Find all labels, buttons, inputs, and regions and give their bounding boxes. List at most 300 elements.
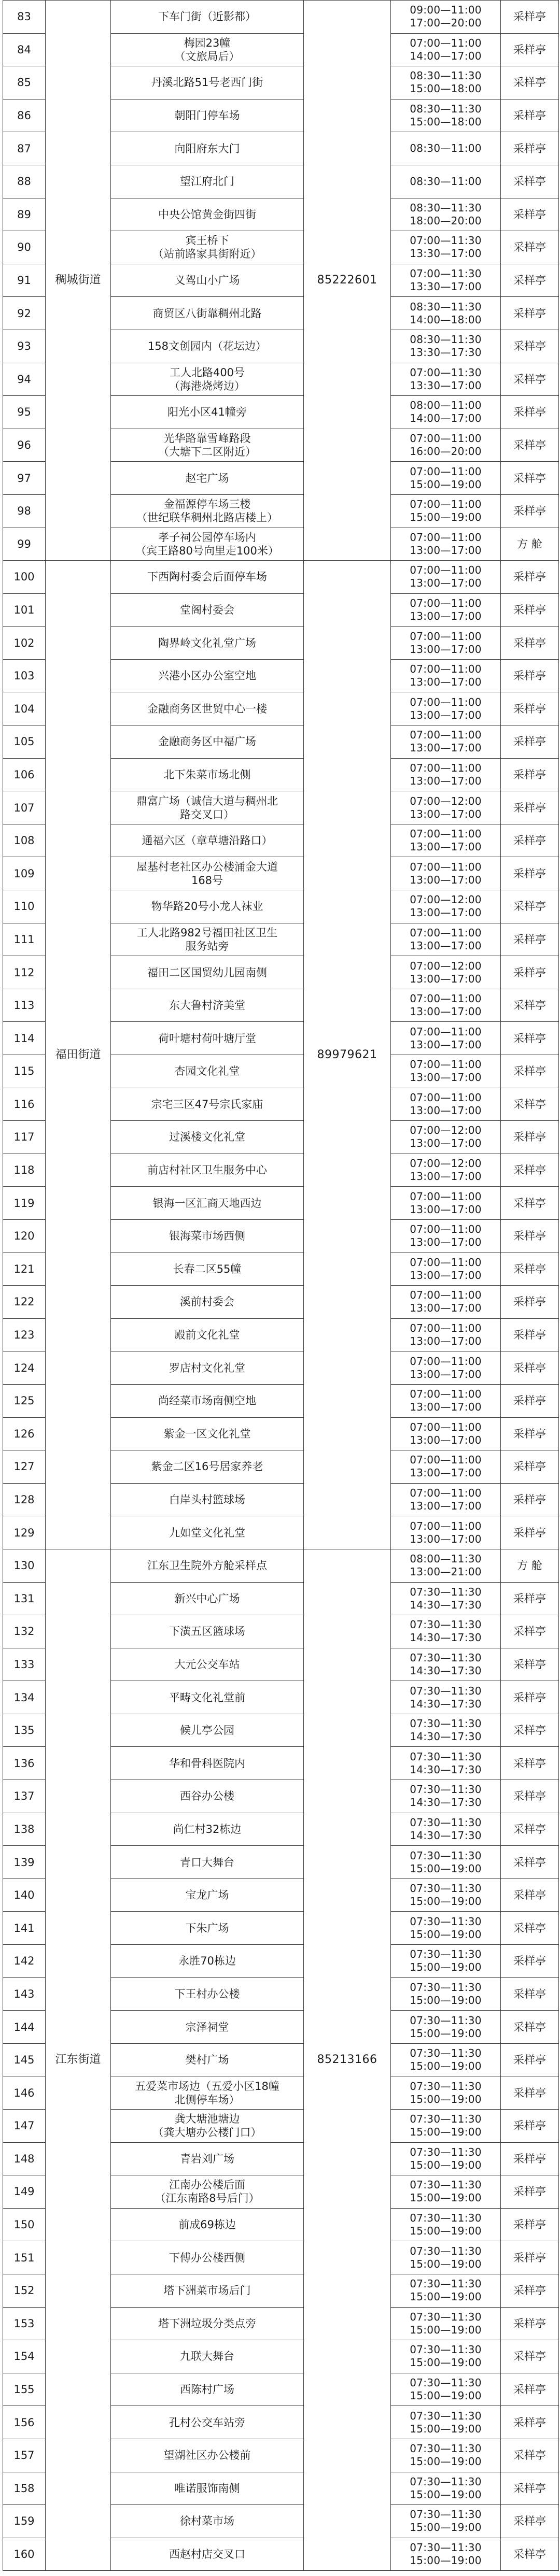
row-number: 92 [3,297,46,330]
site-name: 宗宅三区47号宗氏家庙 [111,1088,304,1121]
row-number: 132 [3,1615,46,1648]
site-type: 采样亭 [501,429,559,462]
row-number: 142 [3,1945,46,1978]
site-type: 采样亭 [501,1187,559,1220]
open-hours: 07:00—11:00 13:00—17:00 [391,1088,501,1121]
row-number: 147 [3,2110,46,2143]
site-type: 采样亭 [501,989,559,1022]
site-type: 采样亭 [501,1714,559,1747]
site-name: 工人北路400号 （海港烧烤边） [111,363,304,396]
site-name: 紫金一区文化礼堂 [111,1418,304,1451]
row-number: 127 [3,1450,46,1484]
row-number: 87 [3,132,46,165]
open-hours: 08:30—11:30 15:00—18:00 [391,99,501,133]
site-name: 大元公交车站 [111,1648,304,1682]
open-hours: 08:30—11:30 15:00—18:00 [391,66,501,99]
site-name: 樊村广场 [111,2044,304,2077]
site-name: 九如堂文化礼堂 [111,1516,304,1549]
open-hours: 07:00—11:30 13:30—17:00 [391,264,501,297]
site-type: 采样亭 [501,692,559,725]
site-type: 方 舱 [501,528,559,561]
row-number: 107 [3,791,46,824]
site-name: 北下朱菜市场北侧 [111,759,304,792]
open-hours: 07:30—11:30 14:30—17:30 [391,1747,501,1780]
open-hours: 07:00—11:00 15:00—19:00 [391,495,501,528]
site-type: 方 舱 [501,1549,559,1583]
row-number: 138 [3,1813,46,1846]
open-hours: 08:30—11:00 [391,132,501,165]
street-name: 稠城街道 [46,1,111,561]
site-type: 采样亭 [501,1681,559,1714]
site-type: 采样亭 [501,1418,559,1451]
open-hours: 07:00—11:00 13:00—17:00 [391,923,501,957]
site-name: 溪前村委会 [111,1286,304,1319]
row-number: 126 [3,1418,46,1451]
row-number: 128 [3,1484,46,1517]
row-number: 116 [3,1088,46,1121]
open-hours: 07:00—11:00 13:00—17:00 [391,627,501,660]
row-number: 106 [3,759,46,792]
row-number: 131 [3,1583,46,1616]
site-name: 赵宅广场 [111,462,304,495]
row-number: 117 [3,1121,46,1154]
open-hours: 07:00—11:00 13:00—17:00 [391,660,501,693]
site-name: 下西陶村委会后面停车场 [111,561,304,594]
open-hours: 07:00—11:00 15:00—19:00 [391,462,501,495]
site-name: 望湖社区办公楼前 [111,2439,304,2472]
site-type: 采样亭 [501,1846,559,1879]
open-hours: 07:30—11:30 14:30—17:30 [391,1583,501,1616]
open-hours: 07:00—11:00 13:00—17:00 [391,528,501,561]
site-name: 金融商务区中福广场 [111,725,304,759]
row-number: 124 [3,1351,46,1385]
open-hours: 07:30—11:30 15:00—19:00 [391,2505,501,2538]
open-hours: 07:00—11:00 13:00—17:00 [391,1286,501,1319]
site-name: 紫金二区16号居家养老 [111,1450,304,1484]
open-hours: 07:00—11:00 13:00—17:00 [391,1022,501,1055]
phone-number: 85213166 [304,1549,391,2571]
site-name: 塔下洲菜市场后门 [111,2274,304,2308]
site-type: 采样亭 [501,2143,559,2176]
open-hours: 08:30—11:30 18:00—20:00 [391,198,501,232]
row-number: 141 [3,1912,46,1945]
row-number: 157 [3,2439,46,2472]
site-type: 采样亭 [501,264,559,297]
site-type: 采样亭 [501,1121,559,1154]
row-number: 134 [3,1681,46,1714]
site-type: 采样亭 [501,2175,559,2209]
site-type: 采样亭 [501,1286,559,1319]
site-name: 西谷办公楼 [111,1780,304,1813]
site-name: 宗泽祠堂 [111,2011,304,2044]
site-name: 光华路靠雪峰路段 （大塘下二区附近） [111,429,304,462]
sampling-sites-table [3,0,559,2571]
row-number: 133 [3,1648,46,1682]
row-number: 109 [3,857,46,890]
row-number: 84 [3,34,46,67]
row-number: 145 [3,2044,46,2077]
row-number: 125 [3,1385,46,1418]
site-name: 塔下洲垃圾分类点旁 [111,2308,304,2341]
row-number: 123 [3,1319,46,1352]
row-number: 152 [3,2274,46,2308]
site-name: 金融商务区世贸中心一楼 [111,692,304,725]
open-hours: 07:00—11:30 13:30—17:00 [391,363,501,396]
site-type: 采样亭 [501,923,559,957]
site-name: 孝子祠公园停车场内 （宾王路80号向里走100米） [111,528,304,561]
site-type: 采样亭 [501,2373,559,2407]
site-type: 采样亭 [501,1253,559,1286]
open-hours: 07:00—12:00 13:00—17:00 [391,1121,501,1154]
site-name: 尚经菜市场南侧空地 [111,1385,304,1418]
open-hours: 07:30—11:30 15:00—19:00 [391,2044,501,2077]
site-type: 采样亭 [501,1583,559,1616]
site-name: 工人北路982号福田社区卫生 服务站旁 [111,923,304,957]
site-name: 罗店村文化礼堂 [111,1351,304,1385]
site-type: 采样亭 [501,1978,559,2011]
row-number: 101 [3,594,46,627]
open-hours: 07:00—11:00 13:00—17:00 [391,692,501,725]
open-hours: 07:30—11:30 15:00—19:00 [391,2439,501,2472]
site-name: 丹溪北路51号老西门街 [111,66,304,99]
site-name: 下朱广场 [111,1912,304,1945]
row-number: 113 [3,989,46,1022]
site-type: 采样亭 [501,66,559,99]
open-hours: 08:30—11:30 13:30—17:30 [391,330,501,363]
open-hours: 07:30—11:30 15:00—19:00 [391,2373,501,2407]
site-type: 采样亭 [501,2110,559,2143]
site-type: 采样亭 [501,1516,559,1549]
open-hours: 07:30—11:30 14:30—17:30 [391,1813,501,1846]
open-hours: 07:30—11:30 15:00—19:00 [391,2308,501,2341]
site-type: 采样亭 [501,1450,559,1484]
row-number: 93 [3,330,46,363]
site-name: 唯诺服饰南侧 [111,2472,304,2506]
site-type: 采样亭 [501,660,559,693]
site-type: 采样亭 [501,330,559,363]
row-number: 153 [3,2308,46,2341]
site-name: 徐村菜市场 [111,2505,304,2538]
site-type: 采样亭 [501,1088,559,1121]
open-hours: 08:00—11:00 14:00—17:00 [391,396,501,429]
site-type: 采样亭 [501,198,559,232]
site-name: 陶界岭文化礼堂广场 [111,627,304,660]
site-type: 采样亭 [501,2044,559,2077]
row-number: 99 [3,528,46,561]
phone-number: 89979621 [304,561,391,1549]
open-hours: 07:00—11:00 13:00—17:00 [391,1319,501,1352]
site-type: 采样亭 [501,2011,559,2044]
site-type: 采样亭 [501,2076,559,2110]
site-type: 采样亭 [501,561,559,594]
site-name: 西赵村店交叉口 [111,2538,304,2571]
site-name: 梅园23幢 （文旅局后） [111,34,304,67]
open-hours: 09:00—11:00 17:00—20:00 [391,1,501,34]
site-name: 青岩刘广场 [111,2143,304,2176]
site-name: 下傅办公楼西侧 [111,2241,304,2274]
row-number: 91 [3,264,46,297]
site-type: 采样亭 [501,2274,559,2308]
open-hours: 07:00—11:00 13:00—17:00 [391,1351,501,1385]
site-name: 商贸区八街靠稠州北路 [111,297,304,330]
site-name: 东大鲁村济美堂 [111,989,304,1022]
site-name: 物华路20号小龙人袜业 [111,890,304,923]
open-hours: 07:30—11:30 14:30—17:30 [391,1681,501,1714]
site-type: 采样亭 [501,1022,559,1055]
site-name: 福田二区国贸幼儿园南侧 [111,956,304,989]
site-type: 采样亭 [501,1945,559,1978]
open-hours: 07:00—11:00 13:00—17:00 [391,1253,501,1286]
row-number: 110 [3,890,46,923]
open-hours: 07:30—11:30 15:00—19:00 [391,1978,501,2011]
row-number: 108 [3,824,46,858]
open-hours: 07:30—11:30 14:30—17:30 [391,1780,501,1813]
row-number: 89 [3,198,46,232]
open-hours: 07:30—11:30 15:00—19:00 [391,2076,501,2110]
open-hours: 07:00—11:00 13:00—17:00 [391,989,501,1022]
site-type: 采样亭 [501,2340,559,2373]
row-number: 98 [3,495,46,528]
row-number: 88 [3,165,46,198]
row-number: 119 [3,1187,46,1220]
row-number: 130 [3,1549,46,1583]
row-number: 102 [3,627,46,660]
site-type: 采样亭 [501,462,559,495]
open-hours: 07:30—11:30 15:00—19:00 [391,2110,501,2143]
site-type: 采样亭 [501,2308,559,2341]
site-name: 前店村社区卫生服务中心 [111,1154,304,1187]
row-number: 139 [3,1846,46,1879]
street-name: 江东街道 [46,1549,111,2571]
open-hours: 07:30—11:30 15:00—19:00 [391,1945,501,1978]
site-type: 采样亭 [501,1,559,34]
open-hours: 07:00—11:30 13:30—17:00 [391,231,501,264]
open-hours: 07:00—12:00 13:00—17:00 [391,1154,501,1187]
row-number: 129 [3,1516,46,1549]
site-name: 九联大舞台 [111,2340,304,2373]
row-number: 85 [3,66,46,99]
site-type: 采样亭 [501,2439,559,2472]
site-name: 望江府北门 [111,165,304,198]
open-hours: 07:00—11:00 13:00—17:00 [391,594,501,627]
site-name: 鼎富广场（诚信大道与稠州北 路交叉口） [111,791,304,824]
site-name: 下车门街（近影都） [111,1,304,34]
row-number: 115 [3,1055,46,1088]
site-name: 义驾山小广场 [111,264,304,297]
site-type: 采样亭 [501,956,559,989]
row-number: 149 [3,2175,46,2209]
row-number: 105 [3,725,46,759]
row-number: 95 [3,396,46,429]
site-type: 采样亭 [501,2209,559,2242]
row-number: 140 [3,1879,46,1912]
row-number: 150 [3,2209,46,2242]
site-type: 采样亭 [501,627,559,660]
site-type: 采样亭 [501,2241,559,2274]
row-number: 148 [3,2143,46,2176]
site-name: 通福六区（章草塘沿路口） [111,824,304,858]
site-type: 采样亭 [501,1385,559,1418]
open-hours: 08:30—11:30 14:00—18:00 [391,297,501,330]
open-hours: 07:00—11:00 13:00—17:00 [391,824,501,858]
site-type: 采样亭 [501,824,559,858]
row-number: 136 [3,1747,46,1780]
site-name: 下王村办公楼 [111,1978,304,2011]
site-type: 采样亭 [501,231,559,264]
site-name: 兴港小区办公室空地 [111,660,304,693]
site-name: 江东卫生院外方舱采样点 [111,1549,304,1583]
site-type: 采样亭 [501,1319,559,1352]
site-type: 采样亭 [501,1813,559,1846]
row-number: 146 [3,2076,46,2110]
site-name: 西陈村广场 [111,2373,304,2407]
open-hours: 07:00—11:00 13:00—17:00 [391,1187,501,1220]
open-hours: 07:30—11:30 14:30—17:30 [391,1615,501,1648]
site-name: 孔村公交车站旁 [111,2406,304,2439]
row-number: 137 [3,1780,46,1813]
open-hours: 07:00—12:00 13:00—17:00 [391,791,501,824]
site-name: 华和骨科医院内 [111,1747,304,1780]
open-hours: 07:00—11:00 13:00—17:00 [391,857,501,890]
open-hours: 07:30—11:30 15:00—19:00 [391,2241,501,2274]
site-type: 采样亭 [501,132,559,165]
row-number: 143 [3,1978,46,2011]
site-type: 采样亭 [501,99,559,133]
row-number: 158 [3,2472,46,2506]
site-name: 堂阁村委会 [111,594,304,627]
site-type: 采样亭 [501,396,559,429]
site-type: 采样亭 [501,1154,559,1187]
row-number: 122 [3,1286,46,1319]
site-type: 采样亭 [501,1747,559,1780]
site-type: 采样亭 [501,1780,559,1813]
site-type: 采样亭 [501,495,559,528]
site-type: 采样亭 [501,857,559,890]
row-number: 120 [3,1220,46,1253]
site-type: 采样亭 [501,1055,559,1088]
site-name: 龚大塘池塘边 （龚大塘办公楼门口） [111,2110,304,2143]
row-number: 112 [3,956,46,989]
row-number: 155 [3,2373,46,2407]
site-name: 158文创园内（花坛边） [111,330,304,363]
row-number: 118 [3,1154,46,1187]
site-type: 采样亭 [501,1351,559,1385]
open-hours: 07:30—11:30 15:00—19:00 [391,2175,501,2209]
open-hours: 07:00—11:00 13:00—17:00 [391,1418,501,1451]
open-hours: 07:30—11:30 15:00—19:00 [391,2406,501,2439]
row-number: 160 [3,2538,46,2571]
site-name: 宝龙广场 [111,1879,304,1912]
row-number: 83 [3,1,46,34]
open-hours: 07:00—11:00 13:00—17:00 [391,1450,501,1484]
site-type: 采样亭 [501,759,559,792]
open-hours: 07:00—11:00 13:00—17:00 [391,759,501,792]
open-hours: 07:30—11:30 15:00—19:00 [391,2538,501,2571]
site-name: 荷叶塘村荷叶塘厅堂 [111,1022,304,1055]
site-name: 白岸头村篮球场 [111,1484,304,1517]
site-type: 采样亭 [501,725,559,759]
site-name: 永胜70栋边 [111,1945,304,1978]
site-type: 采样亭 [501,1879,559,1912]
site-name: 新兴中心广场 [111,1583,304,1616]
site-type: 采样亭 [501,2505,559,2538]
open-hours: 08:30—11:00 [391,165,501,198]
phone-number: 85222601 [304,1,391,561]
site-type: 采样亭 [501,1615,559,1648]
row-number: 86 [3,99,46,133]
row-number: 104 [3,692,46,725]
row-number: 90 [3,231,46,264]
site-name: 阳光小区41幢旁 [111,396,304,429]
open-hours: 07:00—12:00 13:00—17:00 [391,956,501,989]
site-name: 长春二区55幢 [111,1253,304,1286]
open-hours: 07:00—11:00 13:00—17:00 [391,1484,501,1517]
site-name: 向阳府东大门 [111,132,304,165]
open-hours: 07:30—11:30 14:30—17:30 [391,1648,501,1682]
open-hours: 07:00—11:00 13:00—17:00 [391,561,501,594]
row-number: 114 [3,1022,46,1055]
site-type: 采样亭 [501,297,559,330]
open-hours: 07:30—11:30 15:00—19:00 [391,2340,501,2373]
row-number: 151 [3,2241,46,2274]
site-name: 中央公馆黄金街四街 [111,198,304,232]
site-type: 采样亭 [501,165,559,198]
site-name: 殿前文化礼堂 [111,1319,304,1352]
site-name: 尚仁村32栋边 [111,1813,304,1846]
site-name: 银海菜市场西侧 [111,1220,304,1253]
street-name: 福田街道 [46,561,111,1549]
site-name: 宾王桥下 （站前路家具街附近） [111,231,304,264]
open-hours: 07:30—11:30 15:00—19:00 [391,1879,501,1912]
open-hours: 07:00—12:00 13:00—17:00 [391,890,501,923]
site-type: 采样亭 [501,2406,559,2439]
row-number: 121 [3,1253,46,1286]
open-hours: 07:00—11:00 14:00—17:00 [391,34,501,67]
site-type: 采样亭 [501,2538,559,2571]
row-number: 144 [3,2011,46,2044]
open-hours: 07:00—11:00 13:00—17:00 [391,1220,501,1253]
open-hours: 07:30—11:30 15:00—19:00 [391,2143,501,2176]
row-number: 97 [3,462,46,495]
row-number: 103 [3,660,46,693]
site-type: 采样亭 [501,363,559,396]
row-number: 94 [3,363,46,396]
site-type: 采样亭 [501,890,559,923]
open-hours: 08:00—11:30 13:00—21:00 [391,1549,501,1583]
site-type: 采样亭 [501,2472,559,2506]
site-name: 平畴文化礼堂前 [111,1681,304,1714]
open-hours: 07:30—11:30 15:00—19:00 [391,2472,501,2506]
site-name: 过溪楼文化礼堂 [111,1121,304,1154]
site-name: 朝阳门停车场 [111,99,304,133]
row-number: 156 [3,2406,46,2439]
site-name: 候儿亭公园 [111,1714,304,1747]
open-hours: 07:00—11:00 13:00—17:00 [391,1055,501,1088]
site-type: 采样亭 [501,1484,559,1517]
site-name: 下潢五区篮球场 [111,1615,304,1648]
site-type: 采样亭 [501,34,559,67]
site-name: 屋基村老社区办公楼涌金大道 168号 [111,857,304,890]
site-type: 采样亭 [501,1220,559,1253]
open-hours: 07:30—11:30 15:00—19:00 [391,2011,501,2044]
site-name: 杏园文化礼堂 [111,1055,304,1088]
site-name: 江南办公楼后面 （江东南路8号后门） [111,2175,304,2209]
site-name: 青口大舞台 [111,1846,304,1879]
open-hours: 07:00—11:00 13:00—17:00 [391,1516,501,1549]
open-hours: 07:30—11:30 15:00—19:00 [391,1912,501,1945]
site-type: 采样亭 [501,1648,559,1682]
row-number: 159 [3,2505,46,2538]
